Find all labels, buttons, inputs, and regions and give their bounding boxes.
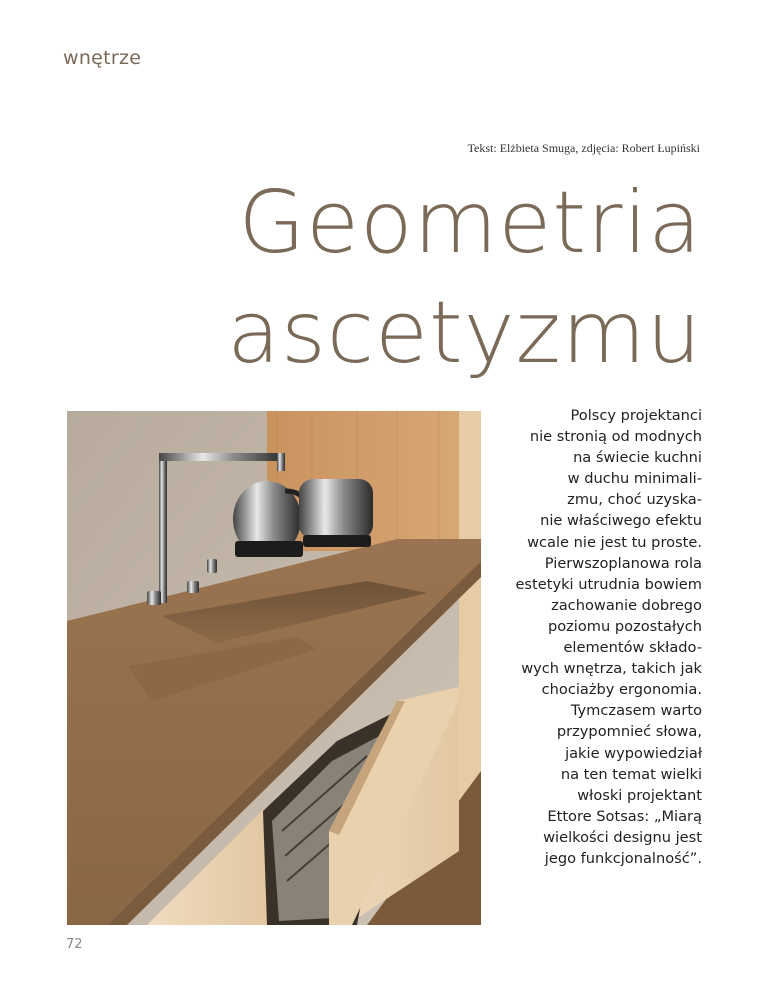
lede-line: Ettore Sotsas: „Miarą (547, 807, 702, 825)
lede-line: Tymczasem warto (570, 702, 702, 720)
lede-line: zmu, choć uzyska- (567, 491, 702, 509)
lede-line: Pierwszoplanowa rola (544, 554, 702, 572)
lede-line: wych wnętrza, takich jak (521, 660, 702, 678)
kitchen-photo (67, 411, 481, 925)
title-line: ascetyzmu (227, 283, 702, 383)
lede-line: wcale nie jest tu proste. (527, 533, 702, 551)
title-line: Geometria (238, 173, 702, 273)
lede-line: wielkości designu jest (543, 828, 702, 846)
lede-line: estetyki utrudnia bowiem (515, 575, 702, 593)
lede-paragraph (486, 405, 702, 869)
lede-line: jego funkcjonalność”. (544, 849, 702, 867)
lede-line: włoski projektant (577, 786, 702, 804)
lede-line: chociażby ergonomia. (541, 681, 702, 699)
article-title (227, 168, 702, 388)
lede-line: nie stronią od modnych (529, 428, 702, 446)
lede-line: na świecie kuchni (573, 449, 702, 467)
lede-line: przypomnieć słowa, (556, 723, 702, 741)
lede-line: na ten temat wielki (560, 765, 702, 783)
lede-line: Polscy projektanci (570, 407, 702, 424)
lede-line: zachowanie dobrego (551, 596, 702, 614)
section-label: wnętrze (63, 47, 142, 69)
lede-line: w duchu minimali- (567, 470, 702, 488)
page-number: 72 (66, 937, 83, 952)
lede-line: elementów składo- (563, 639, 702, 657)
lede-line: jakie wypowiedział (565, 744, 702, 762)
lede-line: nie właściwego efektu (540, 512, 702, 530)
lede-line: poziomu pozostałych (547, 617, 702, 635)
article-credits: Tekst: Elżbieta Smuga, zdjęcia: Robert Łupiński (467, 141, 700, 155)
